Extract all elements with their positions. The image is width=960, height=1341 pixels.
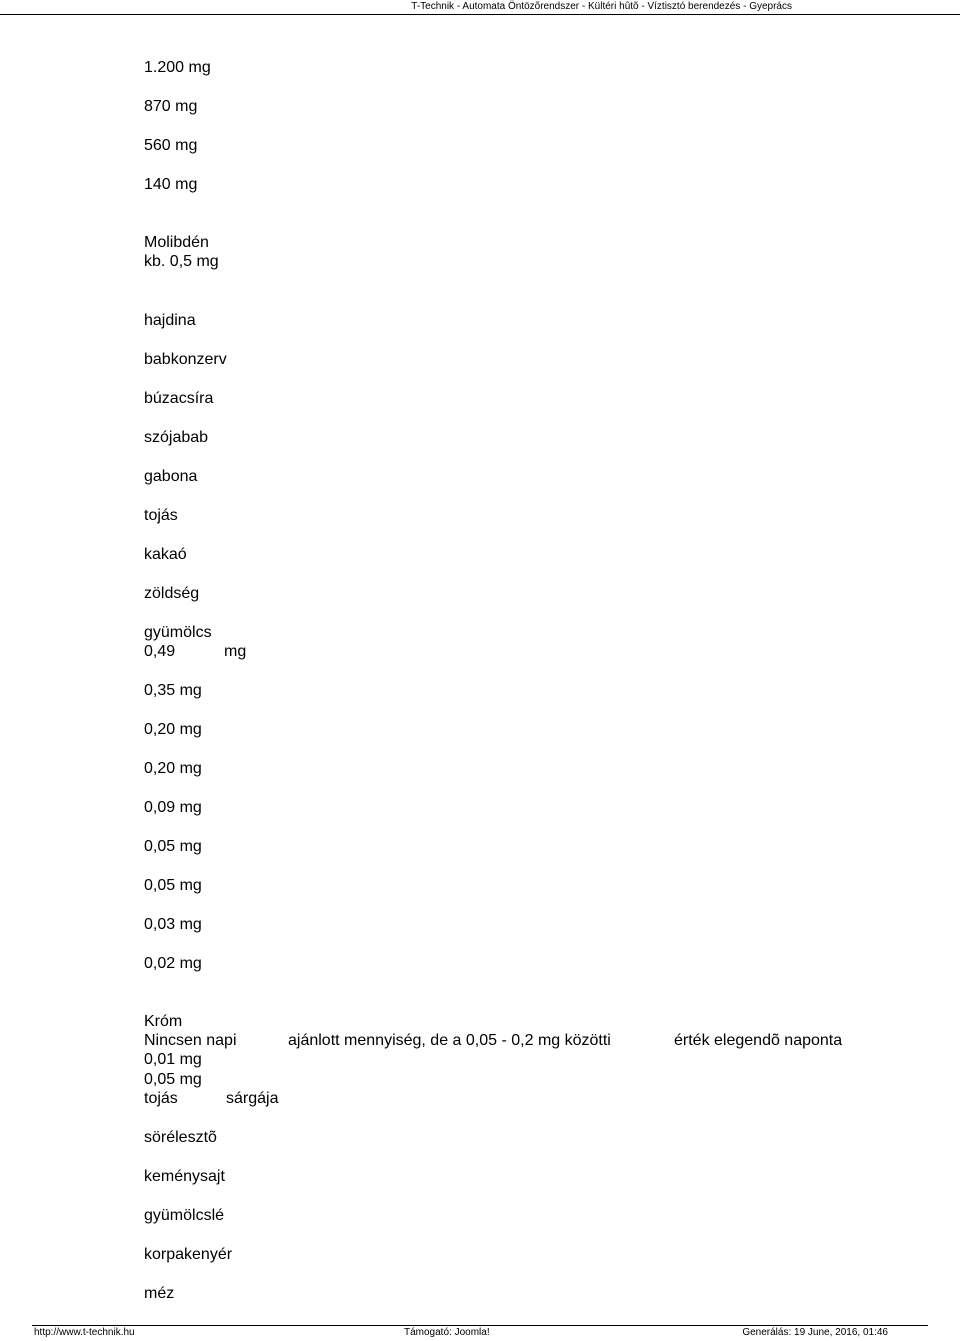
krom-egg-word: tojás <box>144 1090 178 1107</box>
food-item: szójabab <box>144 429 209 446</box>
amount-line: 140 mg <box>144 176 198 193</box>
amount-line: 560 mg <box>144 137 198 154</box>
footer-divider <box>32 1325 928 1326</box>
value-number: 0,49 <box>144 643 176 660</box>
value-line: 0,09 mg <box>144 799 202 816</box>
amount-line: 1.200 mg <box>144 59 211 76</box>
value-line: 0,35 mg <box>144 682 202 699</box>
food-item: gabona <box>144 468 198 485</box>
value-line: 0,20 mg <box>144 760 202 777</box>
krom-food-item: gyümölcslé <box>144 1207 225 1224</box>
krom-note-part: érték elegendõ naponta <box>674 1032 843 1049</box>
krom-food-item: korpakenyér <box>144 1246 233 1263</box>
food-item: zöldség <box>144 585 200 602</box>
mineral-heading-krom: Króm <box>144 1013 183 1030</box>
krom-note-part: ajánlott mennyiség, de a 0,05 - 0,2 mg közötti <box>288 1032 611 1049</box>
value-line: 0,05 mg <box>144 877 202 894</box>
footer-generated: Generálás: 19 June, 2016, 01:46 <box>742 1327 888 1338</box>
food-item: búzacsíra <box>144 390 214 407</box>
value-line: 0,02 mg <box>144 955 202 972</box>
page-header <box>0 0 960 15</box>
krom-range-min: 0,01 mg <box>144 1051 202 1068</box>
food-item: babkonzerv <box>144 351 227 368</box>
value-line: 0,03 mg <box>144 916 202 933</box>
food-item: kakaó <box>144 546 187 563</box>
krom-range-max: 0,05 mg <box>144 1071 202 1088</box>
food-item: tojás <box>144 507 178 524</box>
value-line: 0,20 mg <box>144 721 202 738</box>
header-title: T-Technik - Automata Öntözõrendszer - Kültéri hûtõ - Víztisztó berendezés - Gyeprács <box>411 1 792 12</box>
food-item: hajdina <box>144 312 196 329</box>
amount-line: 870 mg <box>144 98 198 115</box>
krom-food-item: keménysajt <box>144 1168 225 1185</box>
krom-note-part: Nincsen napi <box>144 1032 237 1049</box>
mineral-heading-molibden: Molibdén <box>144 234 209 251</box>
krom-food-item: sörélesztõ <box>144 1129 217 1146</box>
value-line: 0,05 mg <box>144 838 202 855</box>
footer-url-link[interactable]: http://www.t-technik.hu <box>34 1327 135 1338</box>
value-unit: mg <box>224 643 247 660</box>
footer-powered-by: Támogató: Joomla! <box>404 1327 490 1338</box>
food-item: gyümölcs <box>144 624 212 641</box>
krom-egg-word: sárgája <box>226 1090 279 1107</box>
krom-food-item: méz <box>144 1285 175 1302</box>
molibden-amount: kb. 0,5 mg <box>144 253 219 270</box>
